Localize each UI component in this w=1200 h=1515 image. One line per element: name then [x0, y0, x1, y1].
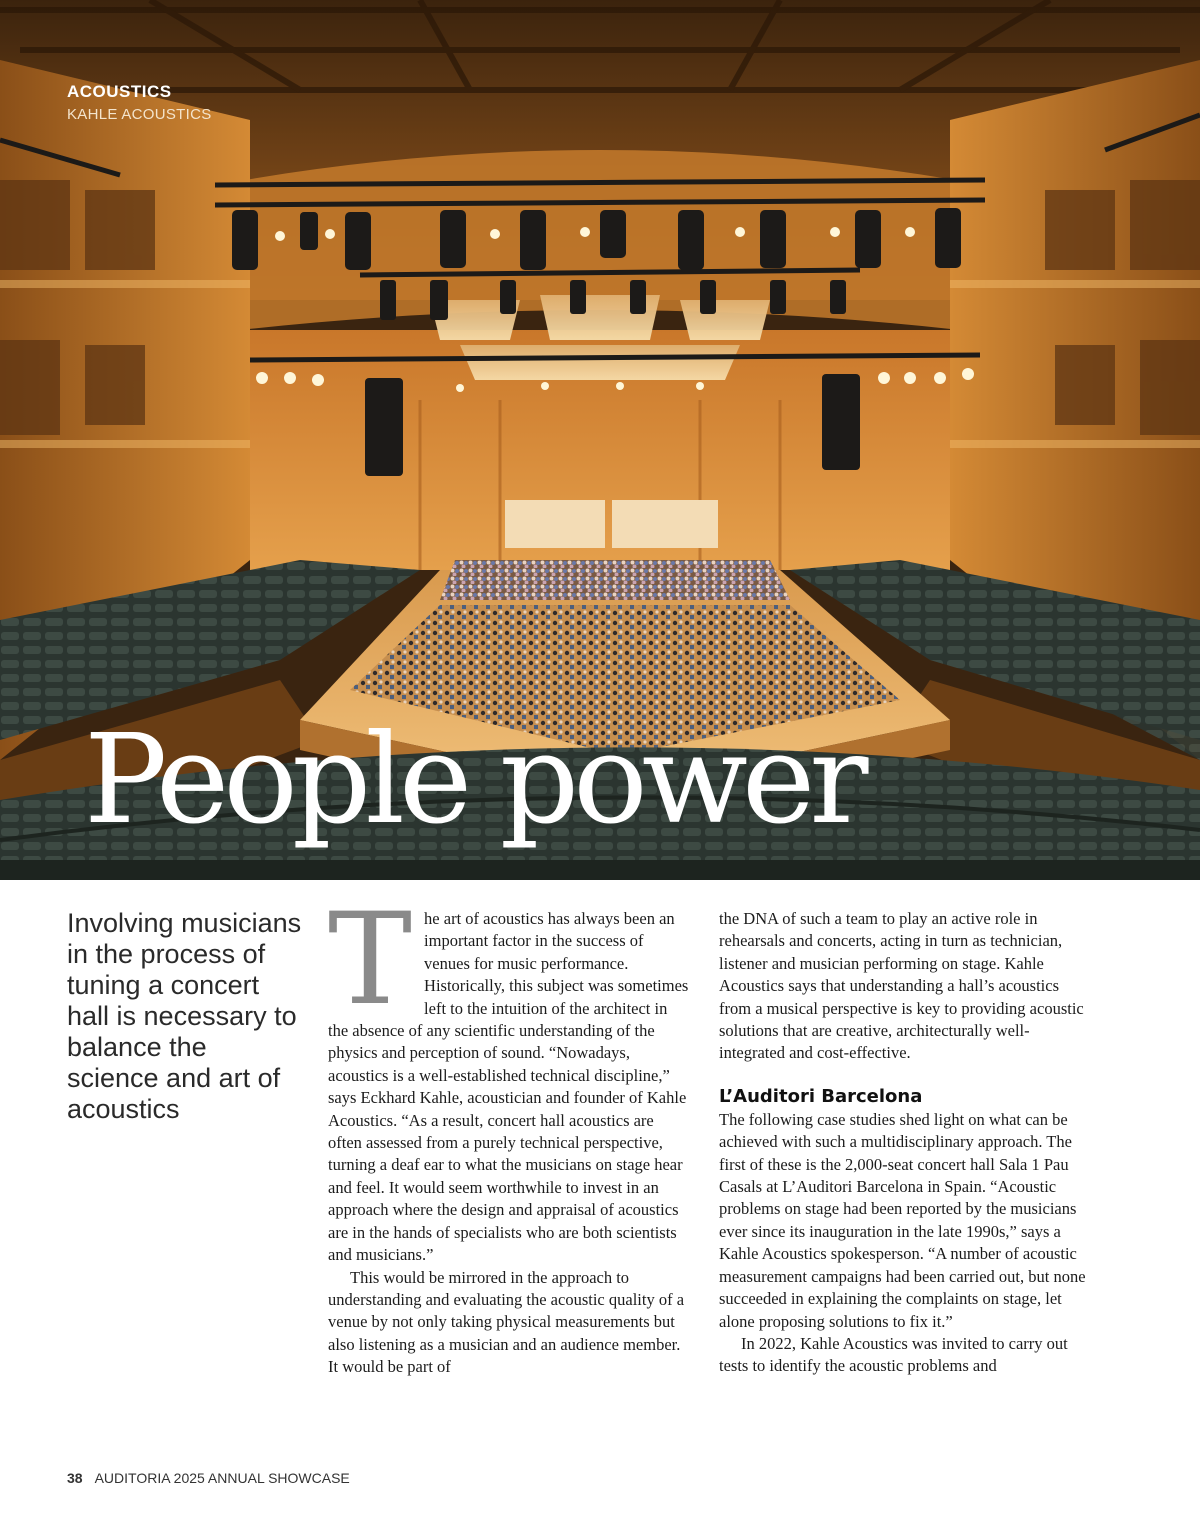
paragraph: the DNA of such a team to play an active role in rehearsals and concerts, acting in turn as technician, listener and musician performing on stage. Kahle Acoustics says that understanding a hall’s acoustics from a musical perspective is key to providing acoustic solutions that are creative, architecturally well-integrated and cost-effective.	[719, 909, 1084, 1063]
drop-cap: T	[328, 886, 413, 1033]
article-column-2	[719, 908, 1086, 1378]
paragraph: he art of acoustics has always been an important factor in the success of venues for music performance. Historically, this subject was sometimes left to the intuition of the architect in the absence of any scientific understanding of the physics and perception of sound. “Nowadays, acoustics is a well-established technical discipline,” says Eckhard Kahle, acoustician and founder of Kahle Acoustics. “As a result, concert hall acoustics are often assessed from a purely technical perspective, turning a deaf ear to what the musicians on stage hear and feel. It would seem worthwhile to invest in an approach where the design and appraisal of acoustics are in the hands of specialists who are both scientists and musicians.”	[328, 909, 689, 1265]
paragraph: The following case studies shed light on what can be achieved with such a multidisciplinary approach. The first of these is the 2,000-seat concert hall Sala 1 Pau Casals at L’Auditori Barcelona in Spain. “Acoustic problems on stage had been reported by the musicians ever since its inauguration in the late 1990s,” says a Kahle Acoustics spokesperson. “A number of acoustic measurement campaigns had been carried out, but none succeeded in explaining the complaints on stage, let alone proposing solutions to fix it.”	[719, 1109, 1086, 1331]
headline: People power	[84, 708, 863, 852]
section-tag: ACOUSTICS	[67, 82, 172, 101]
page-footer	[67, 1470, 350, 1486]
standfirst: Involving musicians in the process of tuning a concert hall is necessary to balance the science and art of acoustics	[67, 908, 302, 1124]
page-number: 38	[67, 1470, 83, 1486]
paragraph: This would be mirrored in the approach to understanding and evaluating the acoustic quality of a venue by not only taking physical measurements but also listening as a musician and an audience member. It would be part of	[328, 1267, 685, 1377]
paragraph: In 2022, Kahle Acoustics was invited to carry out tests to identify the acoustic problems and	[719, 1333, 1068, 1376]
subheading: L’Auditori Barcelona	[719, 1085, 923, 1107]
company-name: KAHLE ACOUSTICS	[67, 106, 212, 123]
article-column-1	[328, 886, 690, 1379]
publication-name: AUDITORIA 2025 ANNUAL SHOWCASE	[94, 1470, 350, 1486]
